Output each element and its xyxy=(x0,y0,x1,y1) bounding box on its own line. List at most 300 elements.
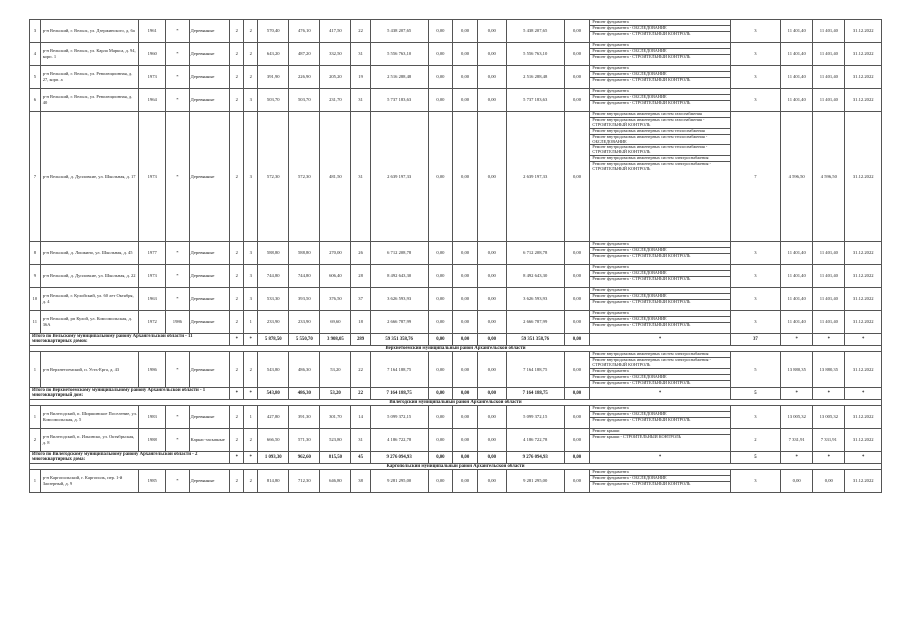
work-item: Ремонт фундамента xyxy=(590,43,729,49)
fund-owners: 7 164 188,75 xyxy=(506,352,564,388)
work-item: Ремонт фундамента xyxy=(590,66,729,72)
reconstruction-year: * xyxy=(166,429,190,452)
fund-other: 0,00 xyxy=(564,66,590,89)
total-cost: 2 666 787,99 xyxy=(370,311,428,334)
fund-local: 0,00 xyxy=(477,20,506,43)
total-s: 37 xyxy=(730,334,780,346)
total-v5: 0,00 xyxy=(564,388,590,400)
fund-other: 0,00 xyxy=(564,352,590,388)
unit-cost-limit: 11 401,40 xyxy=(813,288,845,311)
address-cell: р-н Вилегодский, п. Ширшинское Поселение, ул. Комсомольская, д. 5 xyxy=(40,406,139,429)
unit-cost-limit: 4 596,50 xyxy=(813,112,845,242)
total-pc: * xyxy=(781,452,813,464)
entrances: 3 xyxy=(244,89,258,112)
unit-cost: 7 331,91 xyxy=(781,429,813,452)
row-number: 1 xyxy=(30,406,41,429)
total-w: * xyxy=(590,388,730,400)
residents: 22 xyxy=(351,352,370,388)
row-number: 2 xyxy=(30,429,41,452)
fund-owners: 2 639 197,33 xyxy=(506,112,564,242)
total-pl: * xyxy=(813,388,845,400)
total-c1: * xyxy=(230,452,244,464)
fund-regional: 0,00 xyxy=(453,43,478,66)
fund-other: 0,00 xyxy=(564,406,590,429)
work-item: Ремонт фундамента - СТРОИТЕЛЬНЫЙ КОНТРОЛЬ xyxy=(592,100,691,105)
unit-cost: 11 401,40 xyxy=(781,43,813,66)
floors: 2 xyxy=(230,288,244,311)
floors: 2 xyxy=(230,470,244,493)
total-live: 962,60 xyxy=(289,452,320,464)
living-area: 744,80 xyxy=(289,265,320,288)
work-item: Ремонт фундамента - СТРОИТЕЛЬНЫЙ КОНТРОЛЬ xyxy=(592,481,691,486)
district-total-row xyxy=(30,388,882,400)
fund-local: 0,00 xyxy=(477,352,506,388)
work-item: Ремонт фундамента - ОБСЛЕДОВАНИЕ xyxy=(590,49,729,55)
total-people: 22 xyxy=(351,388,370,400)
works-list xyxy=(590,112,730,242)
fund-federal: 0,00 xyxy=(428,311,453,334)
fund-federal: 0,00 xyxy=(428,89,453,112)
address-cell: р-н Вельский, г. Вельск, ул. Дзержинского, д. 6а xyxy=(40,20,139,43)
fund-other: 0,00 xyxy=(564,429,590,452)
register-table xyxy=(29,19,882,493)
works-count: 3 xyxy=(730,470,780,493)
unit-cost-limit: 11 401,40 xyxy=(813,20,845,43)
wall-material: Деревянные xyxy=(189,242,230,265)
reconstruction-year: * xyxy=(166,406,190,429)
owned-area: 417,50 xyxy=(320,20,351,43)
floors: 2 xyxy=(230,89,244,112)
fund-regional: 0,00 xyxy=(453,288,478,311)
unit-cost-limit: 13 880,35 xyxy=(813,352,845,388)
total-c1: * xyxy=(230,388,244,400)
work-item: Ремонт фундамента - ОБСЛЕДОВАНИЕ xyxy=(590,317,729,323)
row-number: 1 xyxy=(30,352,41,388)
total-pc: * xyxy=(781,334,813,346)
work-item: Ремонт внутридомовых инженерных систем электроснабжения - СТРОИТЕЛЬНЫЙ КОНТРОЛЬ xyxy=(592,162,711,172)
row-number: 10 xyxy=(30,288,41,311)
row-number: 5 xyxy=(30,66,41,89)
floors: 2 xyxy=(230,406,244,429)
reconstruction-year: * xyxy=(166,43,190,66)
unit-cost-limit: 0,00 xyxy=(813,470,845,493)
total-area: 427,80 xyxy=(258,406,289,429)
address-cell: р-н Вельский, д. Дупловкие, ул. Школьная, д. 17 xyxy=(40,112,139,242)
build-year: 1963 xyxy=(139,288,166,311)
fund-other: 0,00 xyxy=(564,89,590,112)
total-live: 486,30 xyxy=(289,388,320,400)
wall-material: Деревянные xyxy=(189,352,230,388)
total-v1: 0,00 xyxy=(428,452,453,464)
total-c2: * xyxy=(244,334,258,346)
entrances: 2 xyxy=(244,20,258,43)
residents: 38 xyxy=(351,470,370,493)
total-area: 570,40 xyxy=(258,20,289,43)
unit-cost-limit: 11 401,40 xyxy=(813,89,845,112)
floors: 2 xyxy=(230,265,244,288)
total-area: 5 878,50 xyxy=(258,334,289,346)
fund-federal: 0,00 xyxy=(428,265,453,288)
fund-federal: 0,00 xyxy=(428,66,453,89)
residents: 37 xyxy=(351,288,370,311)
works-count: 3 xyxy=(730,311,780,334)
work-item: Ремонт фундамента xyxy=(590,242,729,248)
work-item: Ремонт фундамента - ОБСЛЕДОВАНИЕ xyxy=(590,271,729,277)
reconstruction-year: * xyxy=(166,20,190,43)
work-item: Ремонт внутридомовых инженерных систем электроснабжения xyxy=(590,156,729,162)
total-own: 815,50 xyxy=(320,452,351,464)
total-area: 572,30 xyxy=(258,112,289,242)
fund-local: 0,00 xyxy=(477,288,506,311)
living-area: 571,30 xyxy=(289,429,320,452)
reconstruction-year: * xyxy=(166,352,190,388)
work-item: Ремонт фундамента - ОБСЛЕДОВАНИЕ xyxy=(590,95,729,101)
total-cost: 5 737 183,63 xyxy=(370,89,428,112)
total-v4: 59 351 358,76 xyxy=(506,334,564,346)
fund-owners: 4 186 722,78 xyxy=(506,429,564,452)
entrances: 1 xyxy=(244,406,258,429)
fund-local: 0,00 xyxy=(477,311,506,334)
entrances: 1 xyxy=(244,311,258,334)
wall-material: Деревянные xyxy=(189,66,230,89)
unit-cost: 11 401,40 xyxy=(781,89,813,112)
total-w: * xyxy=(590,334,730,346)
table-row xyxy=(30,288,882,311)
total-cost: 7 164 188,75 xyxy=(370,352,428,388)
work-item: Ремонт фундамента - СТРОИТЕЛЬНЫЙ КОНТРОЛЬ xyxy=(592,417,691,422)
work-item: Ремонт внутридомовых инженерных систем теплоснабжения - ОБСЛЕДОВАНИЕ xyxy=(590,135,729,146)
total-cost: 2 516 288,48 xyxy=(370,66,428,89)
row-number: 6 xyxy=(30,89,41,112)
entrances: 2 xyxy=(244,429,258,452)
works-list xyxy=(590,20,730,43)
work-item: Ремонт фундамента - ОБСЛЕДОВАНИЕ xyxy=(590,72,729,78)
fund-other: 0,00 xyxy=(564,242,590,265)
living-area: 391,30 xyxy=(289,406,320,429)
row-number: 8 xyxy=(30,242,41,265)
reconstruction-year: 1986 xyxy=(166,311,190,334)
build-year: 1983 xyxy=(139,406,166,429)
fund-federal: 0,00 xyxy=(428,352,453,388)
fund-regional: 0,00 xyxy=(453,429,478,452)
table-row xyxy=(30,242,882,265)
table-row xyxy=(30,112,882,242)
completion-date: 31.12.2022 xyxy=(845,311,882,334)
work-item: Ремонт крыши - СТРОИТЕЛЬНЫЙ КОНТРОЛЬ xyxy=(592,434,682,439)
work-item: Ремонт фундамента - СТРОИТЕЛЬНЫЙ КОНТРОЛЬ xyxy=(592,31,691,36)
total-area: 744,80 xyxy=(258,265,289,288)
completion-date: 31.12.2022 xyxy=(845,429,882,452)
fund-federal: 0,00 xyxy=(428,112,453,242)
work-item: Ремонт внутридомовых инженерных систем газоснабжения - СТРОИТЕЛЬНЫЙ КОНТРОЛЬ xyxy=(590,118,729,129)
fund-local: 0,00 xyxy=(477,406,506,429)
fund-regional: 0,00 xyxy=(453,406,478,429)
completion-date: 31.12.2022 xyxy=(845,470,882,493)
build-year: 1964 xyxy=(139,89,166,112)
living-area: 572,30 xyxy=(289,112,320,242)
fund-federal: 0,00 xyxy=(428,20,453,43)
entrances: 3 xyxy=(244,288,258,311)
work-item: Ремонт фундамента xyxy=(590,311,729,317)
residents: 18 xyxy=(351,311,370,334)
total-v3: 0,00 xyxy=(477,334,506,346)
district-name: Верхнетоемский муниципальный район Архангельской области xyxy=(30,345,882,351)
work-item: Ремонт фундамента - СТРОИТЕЛЬНЫЙ КОНТРОЛЬ xyxy=(592,299,691,304)
reconstruction-year: * xyxy=(166,89,190,112)
residents: 14 xyxy=(351,406,370,429)
works-count: 3 xyxy=(730,288,780,311)
work-item: Ремонт внутридомовых инженерных систем электроснабжения - СТРОИТЕЛЬНЫЙ КОНТРОЛЬ xyxy=(590,358,729,369)
fund-owners: 3 626 593,93 xyxy=(506,288,564,311)
unit-cost: 11 401,40 xyxy=(781,288,813,311)
fund-regional: 0,00 xyxy=(453,265,478,288)
works-count: 3 xyxy=(730,406,780,429)
works-count: 3 xyxy=(730,66,780,89)
total-date: * xyxy=(845,388,882,400)
table-row xyxy=(30,429,882,452)
works-count: 3 xyxy=(730,242,780,265)
total-cost: 7 164 188,75 xyxy=(370,388,428,400)
fund-other: 0,00 xyxy=(564,265,590,288)
fund-regional: 0,00 xyxy=(453,242,478,265)
fund-owners: 5 099 372,15 xyxy=(506,406,564,429)
unit-cost-limit: 7 331,91 xyxy=(813,429,845,452)
total-pc: * xyxy=(781,388,813,400)
work-item: Ремонт фундамента xyxy=(590,288,729,294)
fund-other: 0,00 xyxy=(564,20,590,43)
residents: 22 xyxy=(351,20,370,43)
completion-date: 31.12.2022 xyxy=(845,20,882,43)
work-item: Ремонт фундамента - ОБСЛЕДОВАНИЕ xyxy=(590,248,729,254)
floors: 2 xyxy=(230,352,244,388)
district-total-row xyxy=(30,452,882,464)
work-item: Ремонт внутридомовых инженерных систем теплоснабжения - СТРОИТЕЛЬНЫЙ КОНТРОЛЬ xyxy=(590,145,729,156)
unit-cost-limit: 11 401,40 xyxy=(813,311,845,334)
total-v5: 0,00 xyxy=(564,334,590,346)
unit-cost: 11 401,40 xyxy=(781,242,813,265)
fund-regional: 0,00 xyxy=(453,470,478,493)
owned-area: 523,80 xyxy=(320,429,351,452)
living-area: 712,30 xyxy=(289,470,320,493)
floors: 2 xyxy=(230,311,244,334)
total-cost: 3 626 593,93 xyxy=(370,288,428,311)
build-year: 1973 xyxy=(139,66,166,89)
fund-federal: 0,00 xyxy=(428,429,453,452)
work-item: Ремонт фундамента - ОБСЛЕДОВАНИЕ xyxy=(590,412,729,418)
work-item: Ремонт фундамента - ОБСЛЕДОВАНИЕ xyxy=(590,476,729,482)
fund-federal: 0,00 xyxy=(428,288,453,311)
residents: 26 xyxy=(351,242,370,265)
living-area: 393,50 xyxy=(289,288,320,311)
total-v4: 9 276 094,93 xyxy=(506,452,564,464)
total-v2: 0,00 xyxy=(453,334,478,346)
build-year: 1986 xyxy=(139,352,166,388)
build-year: 1960 xyxy=(139,43,166,66)
residents: 19 xyxy=(351,66,370,89)
table-row xyxy=(30,43,882,66)
build-year: 1961 xyxy=(139,20,166,43)
unit-cost: 13 005,32 xyxy=(781,406,813,429)
completion-date: 31.12.2022 xyxy=(845,288,882,311)
total-area: 588,80 xyxy=(258,242,289,265)
fund-local: 0,00 xyxy=(477,242,506,265)
owned-area: 205,20 xyxy=(320,66,351,89)
total-people: 289 xyxy=(351,334,370,346)
reconstruction-year: * xyxy=(166,288,190,311)
unit-cost-limit: 13 005,32 xyxy=(813,406,845,429)
total-area: 643,20 xyxy=(258,43,289,66)
completion-date: 31.12.2022 xyxy=(845,242,882,265)
work-item: Ремонт фундамента - СТРОИТЕЛЬНЫЙ КОНТРОЛЬ xyxy=(592,322,691,327)
work-item: Ремонт фундамента xyxy=(590,470,729,476)
owned-area: 53,20 xyxy=(320,352,351,388)
total-v3: 0,00 xyxy=(477,452,506,464)
capital-repair-register xyxy=(29,19,882,493)
fund-other: 0,00 xyxy=(564,311,590,334)
address-cell: р-н Вельский, д. Дупловкие, ул. Школьная, д. 22 xyxy=(40,265,139,288)
total-people: 45 xyxy=(351,452,370,464)
fund-other: 0,00 xyxy=(564,470,590,493)
total-date: * xyxy=(845,334,882,346)
total-area: 814,80 xyxy=(258,470,289,493)
residents: 31 xyxy=(351,43,370,66)
reconstruction-year: * xyxy=(166,66,190,89)
work-item: Ремонт фундамента - СТРОИТЕЛЬНЫЙ КОНТРОЛЬ xyxy=(592,253,691,258)
work-item: Ремонт крыши xyxy=(590,429,729,435)
table-row xyxy=(30,311,882,334)
unit-cost: 11 401,40 xyxy=(781,66,813,89)
table-row xyxy=(30,352,882,388)
fund-other: 0,00 xyxy=(564,112,590,242)
living-area: 476,10 xyxy=(289,20,320,43)
address-cell: р-н Вельский, г. Вельск, ул. Карла Маркса, д. 94, корп. 1 xyxy=(40,43,139,66)
fund-regional: 0,00 xyxy=(453,112,478,242)
build-year: 1973 xyxy=(139,265,166,288)
floors: 2 xyxy=(230,429,244,452)
address-cell: р-н Вельский, г. Вельск, ул. Революционная, д. 40 xyxy=(40,89,139,112)
build-year: 1977 xyxy=(139,242,166,265)
address-cell: р-н Вельский, г. Кулойский, ул. 60 лет Октября, д. 4 xyxy=(40,288,139,311)
wall-material: Деревянные xyxy=(189,470,230,493)
work-item: Ремонт фундамента xyxy=(590,265,729,271)
owned-area: 231,70 xyxy=(320,89,351,112)
table-row xyxy=(30,89,882,112)
works-count: 5 xyxy=(730,352,780,388)
wall-material: Деревянные xyxy=(189,20,230,43)
reconstruction-year: * xyxy=(166,112,190,242)
wall-material: Деревянные xyxy=(189,288,230,311)
reconstruction-year: * xyxy=(166,242,190,265)
row-number: 11 xyxy=(30,311,41,334)
unit-cost: 13 880,35 xyxy=(781,352,813,388)
works-list xyxy=(590,89,730,112)
fund-owners: 2 666 787,99 xyxy=(506,311,564,334)
total-label: Итого по Вельскому муниципальному району Архангельской области - 11 многоквартирных домов: xyxy=(30,334,230,346)
total-pl: * xyxy=(813,452,845,464)
address-cell: р-н Вельский, д. Лошкино, ул. Школьная, д. 45 xyxy=(40,242,139,265)
living-area: 503,70 xyxy=(289,89,320,112)
fund-regional: 0,00 xyxy=(453,352,478,388)
wall-material: Каркас-засыпные xyxy=(189,429,230,452)
fund-owners: 2 516 288,48 xyxy=(506,66,564,89)
row-number: 7 xyxy=(30,112,41,242)
total-w: * xyxy=(590,452,730,464)
total-cost: 8 492 643,30 xyxy=(370,265,428,288)
fund-federal: 0,00 xyxy=(428,470,453,493)
works-count: 7 xyxy=(730,112,780,242)
living-area: 487,20 xyxy=(289,43,320,66)
address-cell: р-н Вилегодский, п. Ильинско, ул. Октябрьская, д. 8 xyxy=(40,429,139,452)
total-area: 533,30 xyxy=(258,288,289,311)
reconstruction-year: * xyxy=(166,470,190,493)
address-cell: р-н Каргопольский, г. Каргополь, пер. 1-й Заозерный, д. 9 xyxy=(40,470,139,493)
fund-local: 0,00 xyxy=(477,265,506,288)
work-item: Ремонт фундамента xyxy=(590,369,729,375)
fund-owners: 6 712 208,78 xyxy=(506,242,564,265)
total-c2: * xyxy=(244,452,258,464)
owned-area: 646,80 xyxy=(320,470,351,493)
total-area: 1 093,30 xyxy=(258,452,289,464)
wall-material: Деревянные xyxy=(189,43,230,66)
work-item: Ремонт фундамента - СТРОИТЕЛЬНЫЙ КОНТРОЛЬ xyxy=(592,77,691,82)
work-item: Ремонт фундамента xyxy=(590,406,729,412)
address-cell: р-н Вельский, г. Вельск, ул. Революционная, д. 27, корп. а xyxy=(40,66,139,89)
residents: 31 xyxy=(351,429,370,452)
wall-material: Деревянные xyxy=(189,265,230,288)
work-item: Ремонт фундамента - СТРОИТЕЛЬНЫЙ КОНТРОЛЬ xyxy=(592,380,691,385)
work-item: Ремонт фундамента - СТРОИТЕЛЬНЫЙ КОНТРОЛЬ xyxy=(592,54,691,59)
total-v1: 0,00 xyxy=(428,334,453,346)
address-cell: р-н Вельский, рп Кулой, ул. Комсомольская, д. 36А xyxy=(40,311,139,334)
works-count: 3 xyxy=(730,89,780,112)
total-area: 543,80 xyxy=(258,352,289,388)
total-date: * xyxy=(845,452,882,464)
works-list xyxy=(590,43,730,66)
build-year: 1973 xyxy=(139,112,166,242)
fund-regional: 0,00 xyxy=(453,311,478,334)
living-area: 233,90 xyxy=(289,311,320,334)
address-cell: р-н Верхнетоемский, п. Усть-Ерга, д. 43 xyxy=(40,352,139,388)
unit-cost-limit: 11 401,40 xyxy=(813,66,845,89)
total-cost: 5 556 763,10 xyxy=(370,43,428,66)
fund-other: 0,00 xyxy=(564,43,590,66)
total-v3: 0,00 xyxy=(477,388,506,400)
entrances: 3 xyxy=(244,265,258,288)
total-cost: 5 438 207,65 xyxy=(370,20,428,43)
total-v2: 0,00 xyxy=(453,388,478,400)
total-area: 666,50 xyxy=(258,429,289,452)
works-list xyxy=(590,311,730,334)
build-year: 1985 xyxy=(139,470,166,493)
row-number: 4 xyxy=(30,43,41,66)
table-row xyxy=(30,265,882,288)
fund-regional: 0,00 xyxy=(453,66,478,89)
total-own: 3 908,05 xyxy=(320,334,351,346)
fund-owners: 5 737 183,63 xyxy=(506,89,564,112)
row-number: 1 xyxy=(30,470,41,493)
total-live: 5 550,70 xyxy=(289,334,320,346)
total-v4: 7 164 188,75 xyxy=(506,388,564,400)
works-count: 3 xyxy=(730,265,780,288)
total-v2: 0,00 xyxy=(453,452,478,464)
completion-date: 31.12.2022 xyxy=(845,43,882,66)
floors: 2 xyxy=(230,66,244,89)
entrances: 2 xyxy=(244,43,258,66)
unit-cost: 11 401,40 xyxy=(781,311,813,334)
fund-local: 0,00 xyxy=(477,112,506,242)
owned-area: 270,00 xyxy=(320,242,351,265)
work-item: Ремонт фундамента - ОБСЛЕДОВАНИЕ xyxy=(590,294,729,300)
